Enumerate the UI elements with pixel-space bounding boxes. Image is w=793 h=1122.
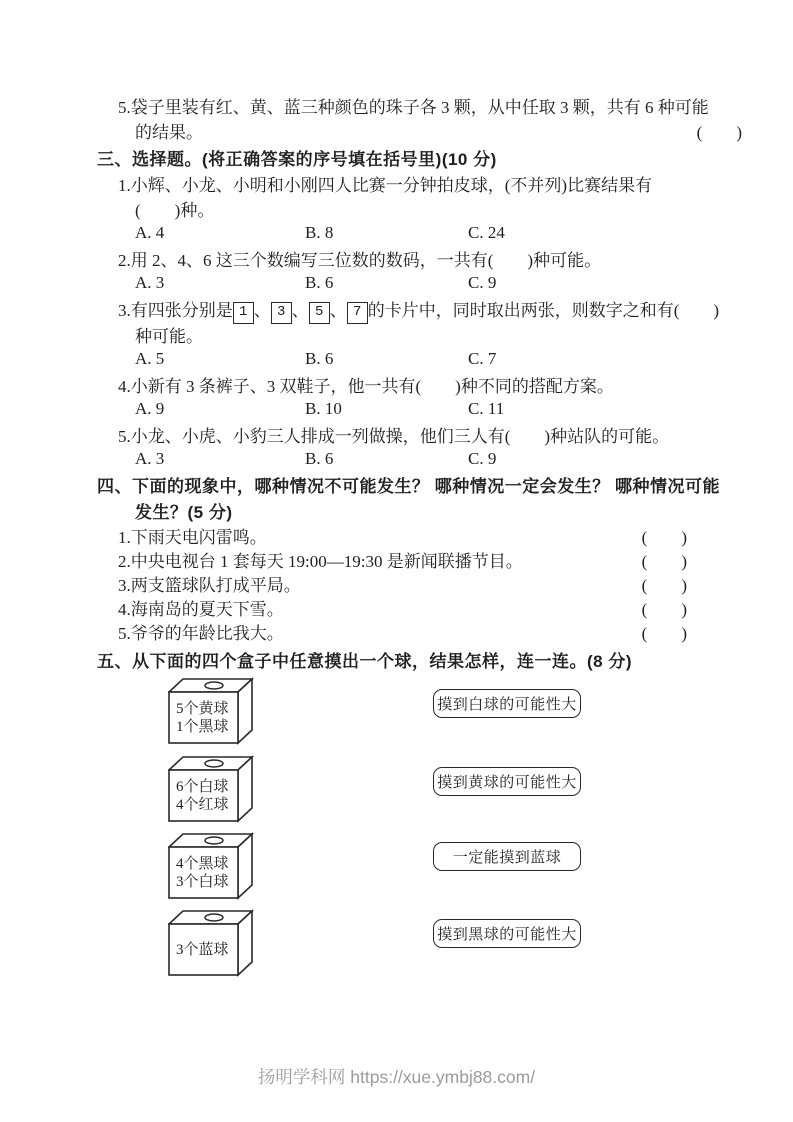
box-hole bbox=[205, 914, 223, 921]
choice-bubble-2: 摸到黄球的可能性大 bbox=[433, 767, 581, 796]
judge-item-5-line2 bbox=[135, 120, 793, 145]
ball-box-3 bbox=[168, 832, 256, 904]
option-a: A. 9 bbox=[135, 399, 165, 418]
question-text: 的卡片中，同时取出两张，则数字之和有( ) bbox=[367, 301, 720, 320]
box-label-line1: 6个白球 bbox=[176, 778, 229, 795]
item-text: 爷爷的年龄比我大。 bbox=[130, 624, 284, 643]
worksheet-content bbox=[97, 95, 793, 1015]
box-hole bbox=[205, 760, 223, 767]
question-text: 有四张分别是 bbox=[130, 301, 233, 320]
card-separator: 、 bbox=[329, 301, 347, 320]
s3-q5-line1 bbox=[118, 424, 793, 449]
site-watermark: 扬明学科网 https://xue.ymbj88.com/ bbox=[257, 1067, 536, 1087]
s3-q1-options bbox=[135, 223, 793, 248]
option-c: C. 9 bbox=[468, 273, 497, 292]
option-a: A. 4 bbox=[135, 223, 165, 242]
box-label bbox=[171, 771, 242, 820]
option-b: B. 6 bbox=[305, 273, 334, 292]
card-separator: 、 bbox=[291, 301, 309, 320]
question-number: 3. bbox=[118, 301, 131, 320]
s3-q3-options bbox=[135, 349, 793, 374]
answer-paren: ( ) bbox=[641, 624, 687, 643]
number-card-7: 7 bbox=[347, 302, 368, 324]
question-text: 小辉、小龙、小明和小刚四人比赛一分钟拍皮球，(不并列)比赛结果有 bbox=[130, 176, 653, 195]
option-b: B. 6 bbox=[305, 449, 334, 468]
item-number: 3. bbox=[118, 576, 131, 595]
s4-item-2 bbox=[118, 550, 793, 574]
s3-q1-line1 bbox=[118, 173, 793, 198]
number-card-1: 1 bbox=[233, 302, 254, 324]
s4-item-3 bbox=[118, 574, 793, 598]
judge-item-5-line1 bbox=[118, 95, 793, 120]
s3-q4-line1 bbox=[118, 374, 793, 399]
choice-bubble-1: 摸到白球的可能性大 bbox=[433, 689, 581, 718]
item-number: 2. bbox=[118, 552, 131, 571]
question-number: 1. bbox=[118, 176, 131, 195]
section4-heading-line1: 四、下面的现象中，哪种情况不可能发生？ 哪种情况一定会发生？ 哪种情况可能 bbox=[97, 477, 720, 496]
option-a: A. 5 bbox=[135, 349, 165, 368]
option-a: A. 3 bbox=[135, 449, 165, 468]
item-text: 下雨天电闪雷鸣。 bbox=[130, 528, 267, 547]
s3-q4-options bbox=[135, 399, 793, 424]
option-b: B. 10 bbox=[305, 399, 342, 418]
box-label bbox=[171, 693, 242, 742]
question-number: 4. bbox=[118, 377, 131, 396]
box-label-line1: 4个黑球 bbox=[176, 855, 229, 872]
answer-paren: ( ) bbox=[641, 576, 687, 595]
s4-item-1 bbox=[118, 526, 793, 550]
item-text: 的结果。 bbox=[135, 123, 203, 142]
item-number: 4. bbox=[118, 600, 131, 619]
item-number: 5. bbox=[118, 624, 131, 643]
question-text: 小新有 3 条裤子、3 双鞋子，他一共有( )种不同的搭配方案。 bbox=[130, 377, 614, 396]
ball-box-1 bbox=[168, 677, 256, 749]
s3-q2-line1 bbox=[118, 248, 793, 273]
card-separator: 、 bbox=[253, 301, 271, 320]
ball-box-4 bbox=[168, 909, 256, 981]
question-number: 5. bbox=[118, 427, 131, 446]
s3-q5-options bbox=[135, 449, 793, 474]
option-c: C. 7 bbox=[468, 349, 497, 368]
box-label bbox=[171, 848, 242, 897]
item-text: 中央电视台 1 套每天 19:00—19:30 是新闻联播节目。 bbox=[130, 552, 523, 571]
item-text: 袋子里装有红、黄、蓝三种颜色的珠子各 3 颗，从中任取 3 颗，共有 6 种可能 bbox=[130, 98, 709, 117]
question-number: 2. bbox=[118, 251, 131, 270]
item-number: 1. bbox=[118, 528, 131, 547]
box-label-line1: 5个黄球 bbox=[176, 700, 229, 717]
answer-paren: ( ) bbox=[641, 528, 687, 547]
box-label-line1: 3个蓝球 bbox=[176, 941, 229, 958]
option-b: B. 8 bbox=[305, 223, 334, 242]
option-c: C. 9 bbox=[468, 449, 497, 468]
box-label-line2: 4个红球 bbox=[176, 796, 229, 813]
question-text: 用 2、4、6 这三个数编写三位数的数码，一共有( )种可能。 bbox=[130, 251, 602, 270]
s3-q3-line2: 种可能。 bbox=[135, 327, 203, 346]
option-a: A. 3 bbox=[135, 273, 165, 292]
box-hole bbox=[205, 837, 223, 844]
option-c: C. 24 bbox=[468, 223, 505, 242]
matching-exercise bbox=[97, 675, 793, 1015]
s4-item-5 bbox=[118, 622, 793, 646]
answer-paren: ( ) bbox=[641, 600, 687, 619]
number-card-3: 3 bbox=[271, 302, 292, 324]
item-text: 两支篮球队打成平局。 bbox=[130, 576, 301, 595]
s3-q1-line2: ( )种。 bbox=[135, 201, 215, 220]
option-c: C. 11 bbox=[468, 399, 505, 418]
answer-paren: ( ) bbox=[696, 123, 742, 142]
option-b: B. 6 bbox=[305, 349, 334, 368]
section3-heading: 三、选择题。(将正确答案的序号填在括号里)(10 分) bbox=[97, 150, 497, 169]
ball-box-2 bbox=[168, 755, 256, 827]
box-label-line2: 3个白球 bbox=[176, 873, 229, 890]
s3-q3-line1 bbox=[118, 298, 793, 324]
choice-bubble-3: 一定能摸到蓝球 bbox=[433, 842, 581, 871]
box-hole bbox=[205, 682, 223, 689]
question-text: 小龙、小虎、小豹三人排成一列做操，他们三人有( )种站队的可能。 bbox=[130, 427, 670, 446]
section5-heading: 五、从下面的四个盒子中任意摸出一个球，结果怎样，连一连。(8 分) bbox=[97, 652, 632, 671]
answer-paren: ( ) bbox=[641, 552, 687, 571]
s3-q2-options bbox=[135, 273, 793, 298]
number-card-5: 5 bbox=[309, 302, 330, 324]
item-text: 海南岛的夏天下雪。 bbox=[130, 600, 284, 619]
section4-heading-line2: 发生？(5 分) bbox=[135, 503, 233, 522]
box-label bbox=[171, 925, 242, 974]
item-number: 5. bbox=[118, 98, 131, 117]
box-label-line2: 1个黑球 bbox=[176, 718, 229, 735]
choice-bubble-4: 摸到黑球的可能性大 bbox=[433, 919, 581, 948]
s4-item-4 bbox=[118, 598, 793, 622]
